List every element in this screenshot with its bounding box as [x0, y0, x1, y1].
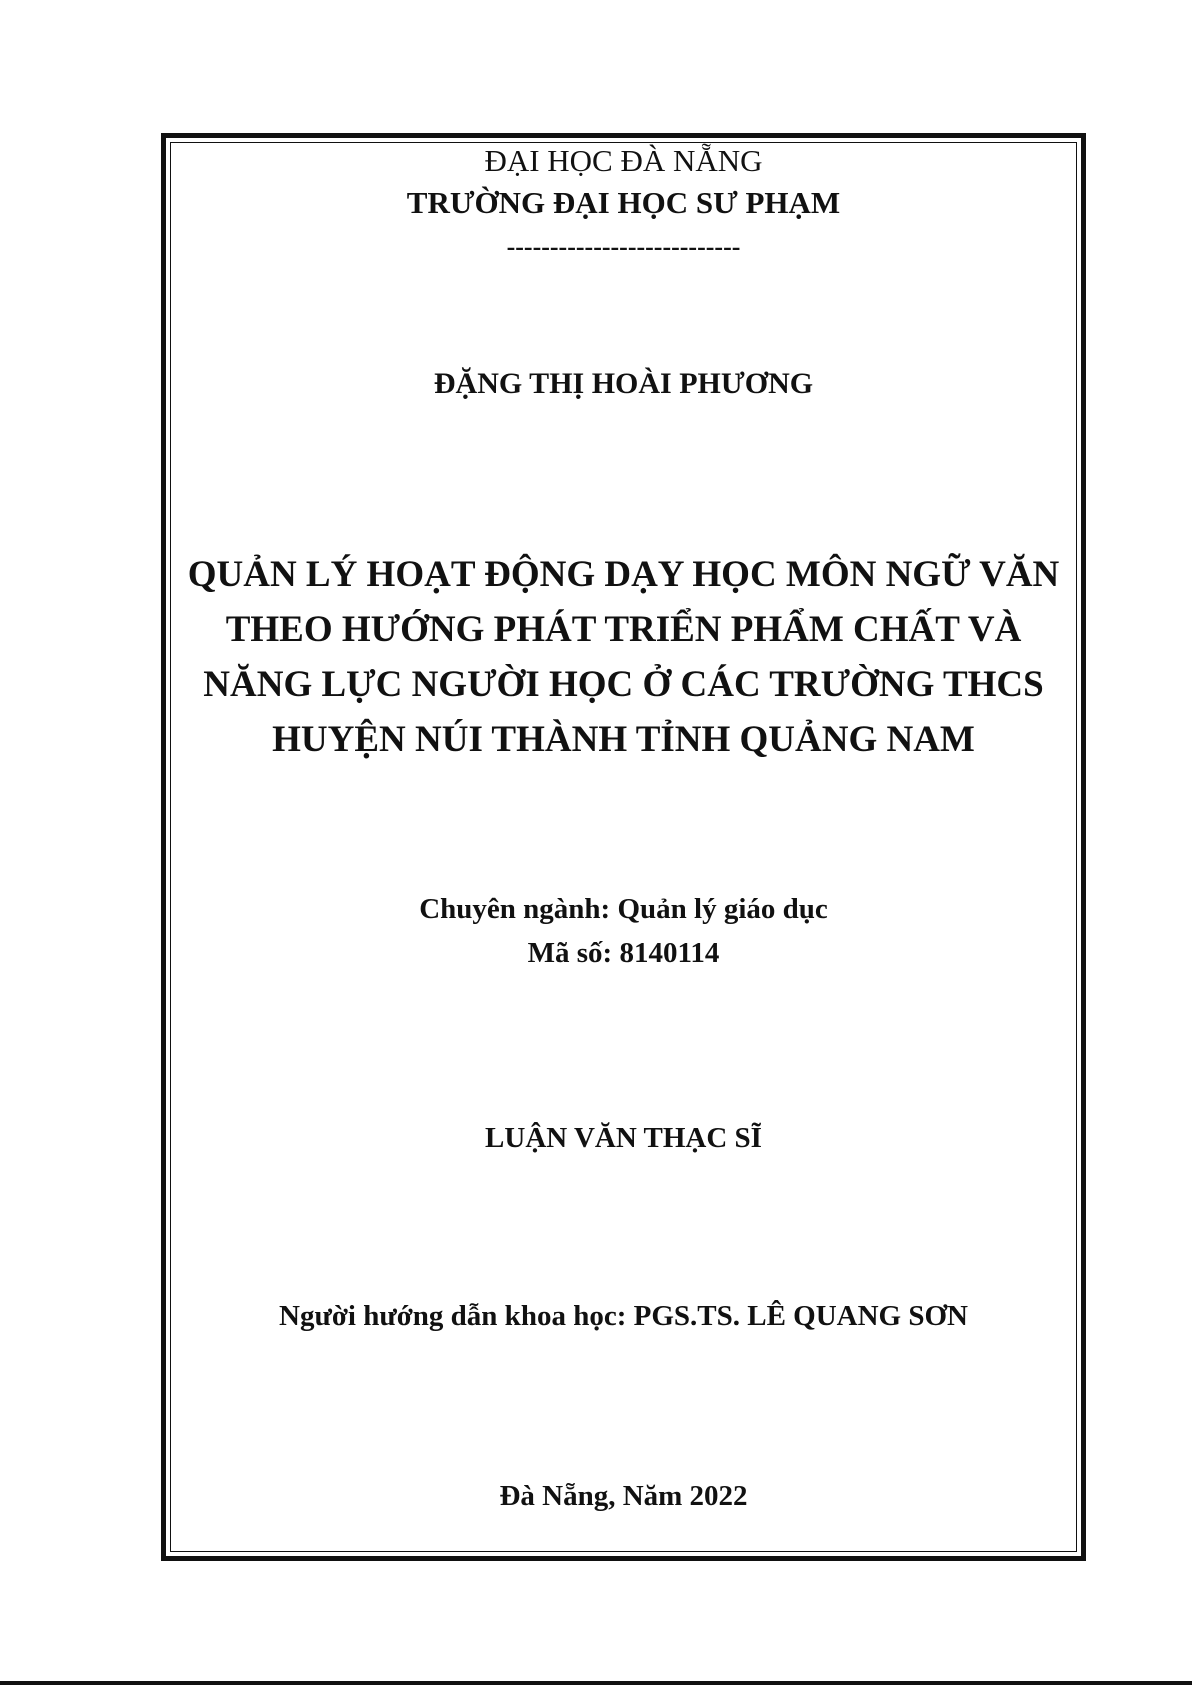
author-name: ĐẶNG THỊ HOÀI PHƯƠNG — [433, 367, 814, 400]
school-name: TRƯỜNG ĐẠI HỌC SƯ PHẠM — [406, 185, 841, 220]
thesis-title-line: NĂNG LỰC NGƯỜI HỌC Ở CÁC TRƯỜNG THCS — [203, 664, 1044, 705]
place-and-year: Đà Nẵng, Năm 2022 — [499, 1480, 748, 1512]
major-code-line: Mã số: 8140114 — [527, 937, 720, 969]
page-border-frame — [161, 133, 1086, 1561]
thesis-title-line: QUẢN LÝ HOẠT ĐỘNG DẠY HỌC MÔN NGỮ VĂN — [187, 554, 1060, 595]
thesis-title-line: THEO HƯỚNG PHÁT TRIỂN PHẨM CHẤT VÀ — [225, 609, 1022, 650]
thesis-title — [161, 547, 1086, 767]
major-line: Chuyên ngành: Quản lý giáo dục — [419, 893, 828, 925]
bottom-edge-rule — [0, 1681, 1192, 1685]
page-border-inner-line — [170, 142, 1077, 1552]
header-separator: --------------------------- — [506, 232, 741, 261]
university-name: ĐẠI HỌC ĐÀ NẴNG — [484, 143, 763, 178]
degree-type: LUẬN VĂN THẠC SĨ — [485, 1122, 762, 1154]
thesis-title-line: HUYỆN NÚI THÀNH TỈNH QUẢNG NAM — [272, 719, 975, 760]
supervisor-line: Người hướng dẫn khoa học: PGS.TS. LÊ QUANG SƠN — [279, 1300, 968, 1332]
